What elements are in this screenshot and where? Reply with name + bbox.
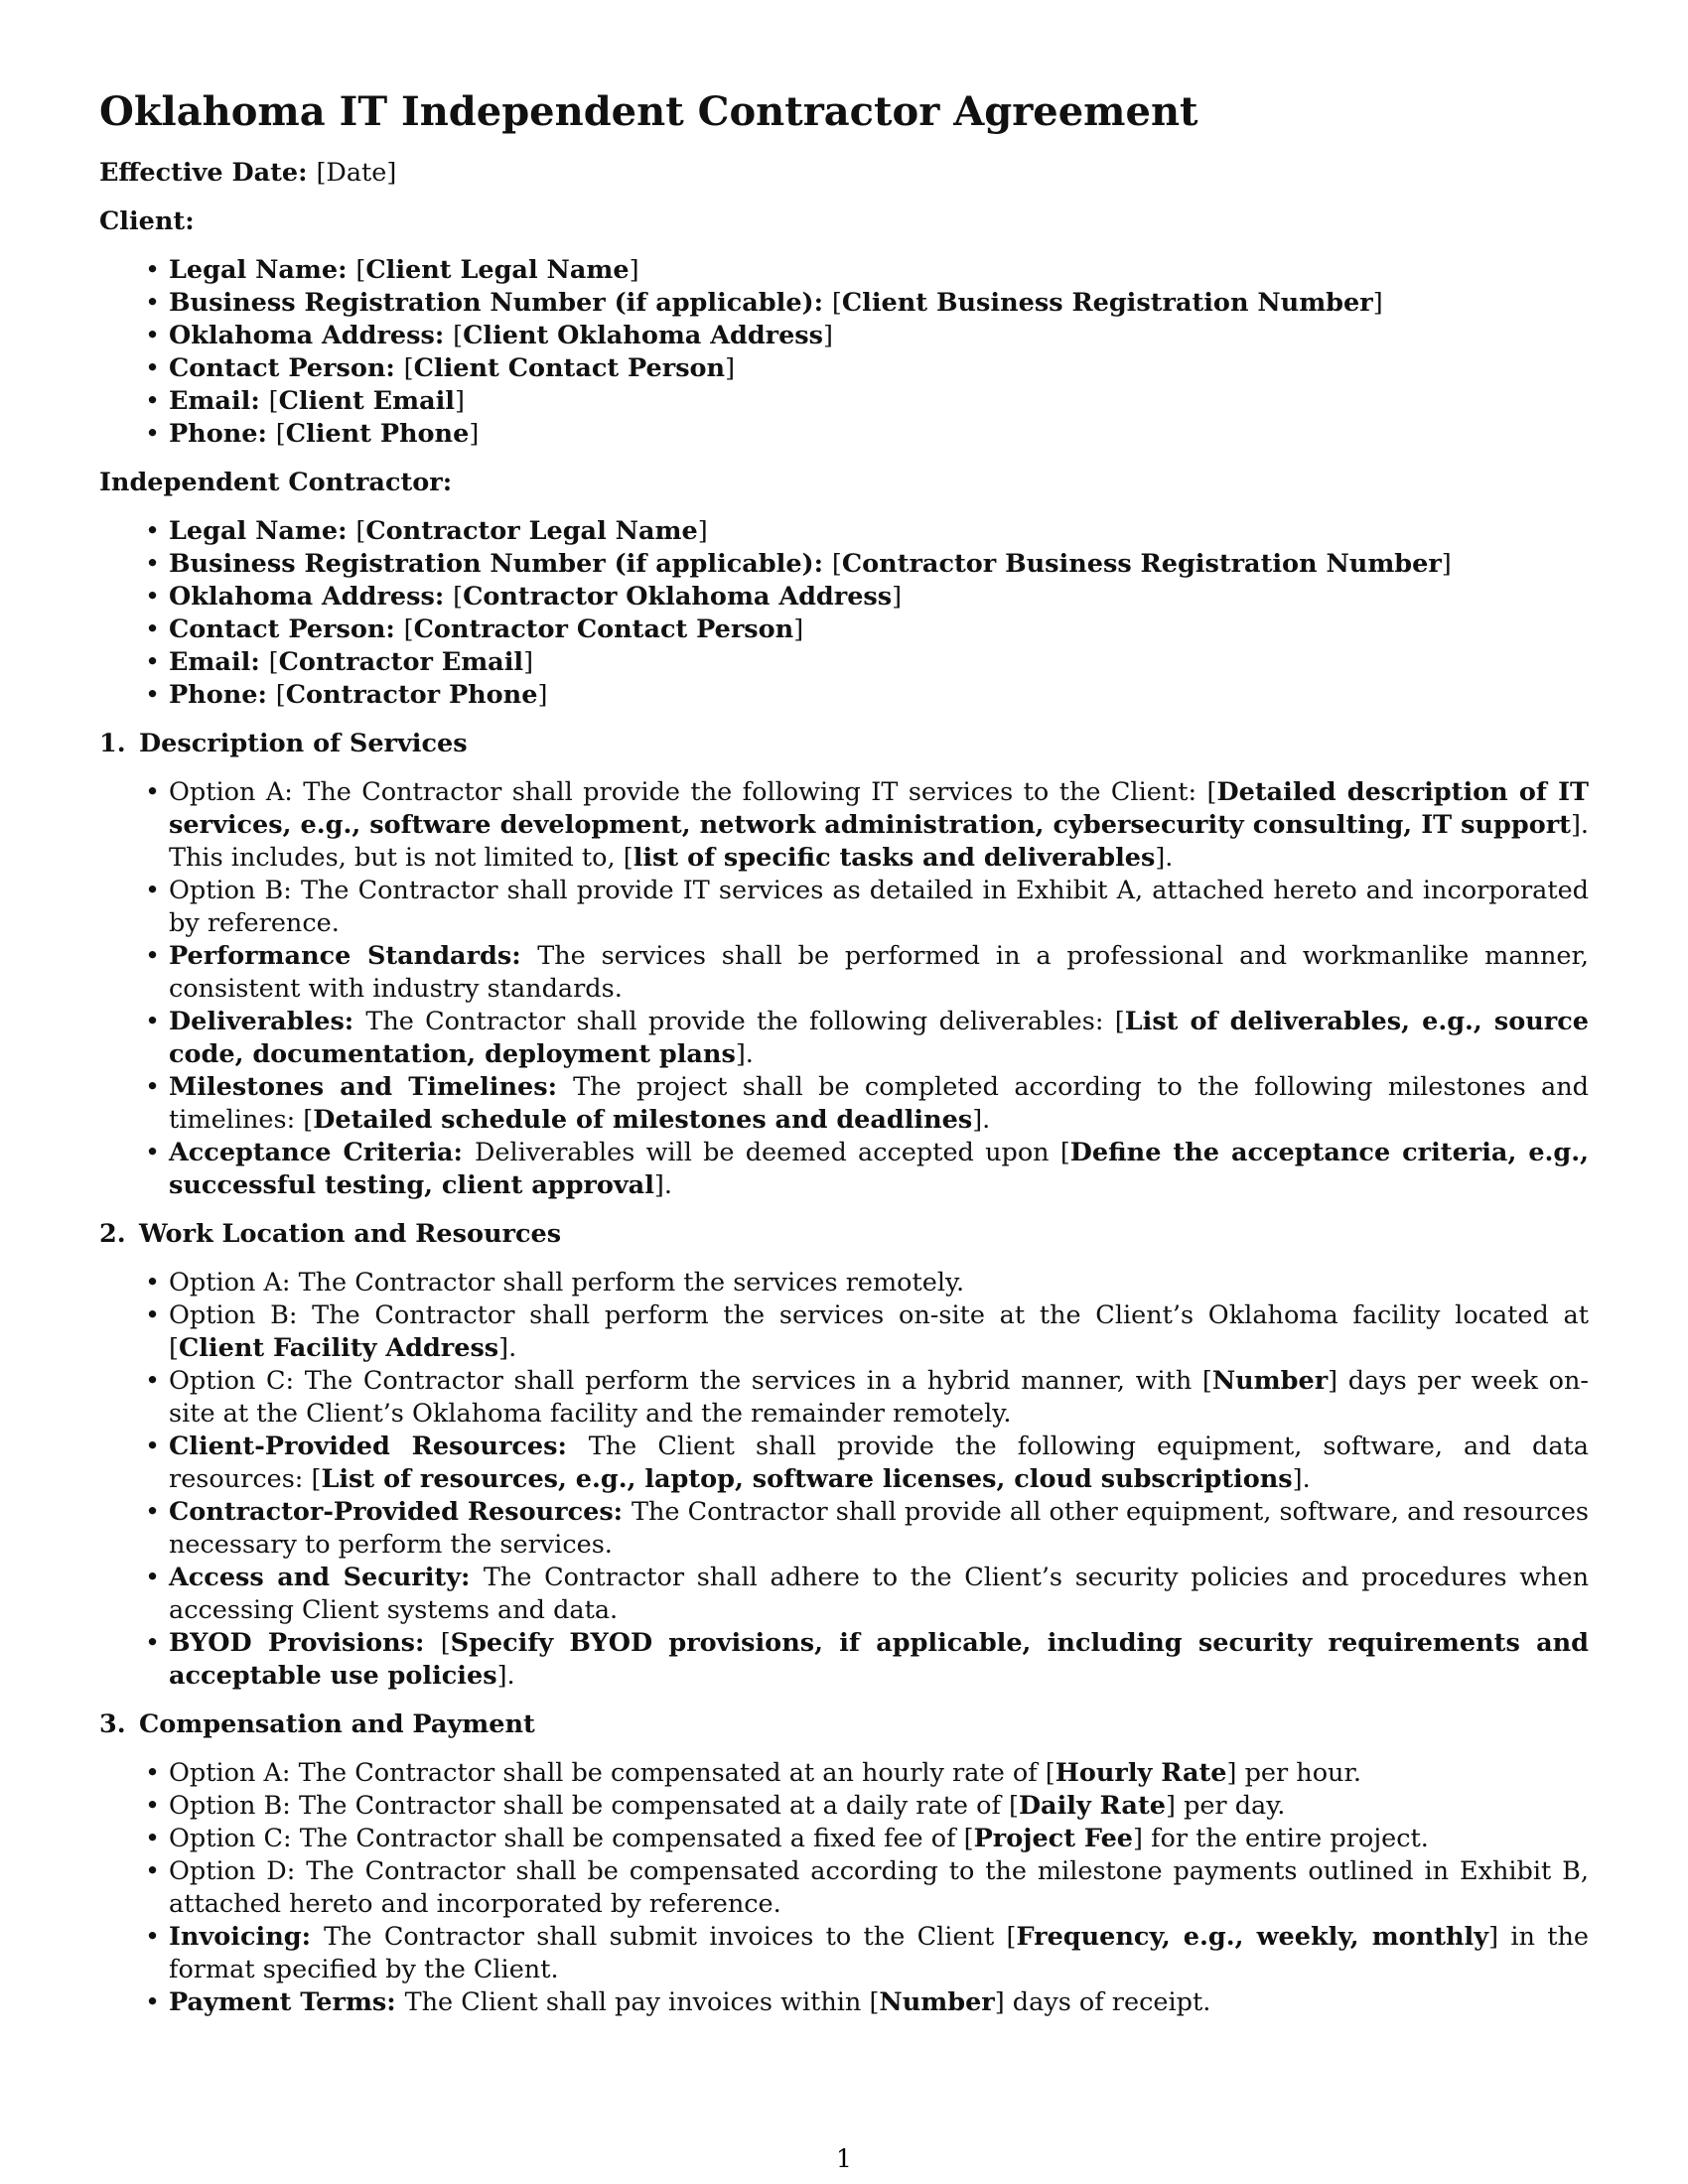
section-title: Compensation and Payment — [139, 1709, 535, 1739]
bold-text: Client Oklahoma Address — [463, 321, 824, 350]
bold-text: Business Registration Number (if applicable): — [169, 288, 832, 318]
bold-text: Detailed description of IT services, e.g., software development, network administration, cybersecurity consulting, IT support — [169, 777, 1590, 840]
document-title: Oklahoma IT Independent Contractor Agreement — [99, 88, 1198, 135]
bold-text: Payment Terms: — [169, 1987, 405, 2017]
compensation-list — [99, 1757, 1589, 2019]
bold-text: Daily Rate — [1018, 1791, 1166, 1821]
bold-text: Legal Name: — [169, 255, 356, 285]
text-run: The services shall be performed in a professional and workmanlike manner, consistent with industry standards. — [169, 941, 1589, 1004]
section-heading — [99, 1708, 1589, 1741]
text-run: Option B: The Contractor shall provide IT services as detailed in Exhibit A, attached hereto and incorporated by reference. — [169, 876, 1589, 938]
text-run: [ — [355, 255, 366, 285]
work-location-item — [169, 1431, 1589, 1496]
work-location-item — [169, 1627, 1589, 1693]
bold-text: Client-Provided Resources: — [169, 1432, 589, 1461]
text-run: ]. This includes, but is not limited to, [ — [169, 810, 1589, 873]
text-run: ] for the entire project. — [1133, 1824, 1429, 1853]
text-run: ]. — [1155, 843, 1174, 873]
text-run: ] — [1441, 549, 1452, 579]
bold-text: Specify BYOD provisions, if applicable, including security requirements and acceptable use policies — [169, 1628, 1589, 1691]
section-number: 1. — [99, 729, 126, 758]
bold-text: Access and Security: — [169, 1563, 484, 1592]
client-detail-item — [169, 352, 1589, 385]
bold-text: Oklahoma Address: — [169, 582, 454, 612]
bold-text: Contractor Legal Name — [365, 516, 698, 546]
document-page — [99, 87, 1589, 2035]
section-heading — [99, 728, 1589, 760]
text-run: Option B: The Contractor shall be compensated at a daily rate of [ — [169, 1791, 1019, 1821]
text-run: ]. — [735, 1039, 754, 1069]
text-run: [ — [453, 582, 464, 612]
compensation-item — [169, 1823, 1589, 1855]
bold-text: Email: — [169, 647, 269, 677]
services-list — [99, 776, 1589, 1202]
text-run: Deliverables will be deemed accepted upon [ — [474, 1138, 1070, 1167]
text-run: [ — [403, 353, 414, 383]
text-run: The Contractor shall provide the following deliverables: [ — [365, 1007, 1125, 1036]
text-run: ] — [454, 386, 465, 416]
bold-text: Detailed schedule of milestones and deadlines — [313, 1105, 973, 1135]
section-number: 2. — [99, 1219, 126, 1249]
client-detail-item — [169, 320, 1589, 352]
text-run: ]. — [972, 1105, 991, 1135]
contractor-detail-item — [169, 515, 1589, 548]
text-run: Option A: The Contractor shall perform the services remotely. — [169, 1268, 965, 1297]
text-run: The Contractor shall adhere to the Client’s security policies and procedures when accessing Client systems and data. — [169, 1563, 1589, 1625]
contractor-detail-item — [169, 581, 1589, 614]
bold-text: Client Business Registration Number — [841, 288, 1373, 318]
text-run: ] — [537, 680, 548, 710]
text-run: ]. — [498, 1333, 517, 1363]
section-services — [99, 728, 1589, 1202]
bold-text: Client Email — [278, 386, 455, 416]
text-run: ] per day. — [1165, 1791, 1286, 1821]
text-run: ]. — [1292, 1464, 1311, 1494]
text-run: ] days of receipt. — [994, 1987, 1211, 2017]
text-run: Option C: The Contractor shall be compensated a fixed fee of [ — [169, 1824, 974, 1853]
text-run: [ — [268, 647, 279, 677]
text-run: The Contractor shall provide all other equipment, software, and resources necessary to perform the services. — [169, 1497, 1589, 1560]
bold-text: Invoicing: — [169, 1922, 325, 1952]
client-detail-item — [169, 385, 1589, 418]
effective-date — [99, 157, 1589, 190]
bold-text: Client Legal Name — [365, 255, 630, 285]
section-title: Description of Services — [139, 729, 468, 758]
bold-text: Project Fee — [973, 1824, 1134, 1853]
text-run: ] days per week on-site at the Client’s Oklahoma facility and the remainder remotely. — [169, 1366, 1589, 1429]
bold-text: List of deliverables, e.g., source code, documentation, deployment plans — [169, 1007, 1589, 1069]
client-detail-item — [169, 287, 1589, 320]
work-location-item — [169, 1562, 1589, 1627]
bold-text: Define the acceptance criteria, e.g., successful testing, client approval — [169, 1138, 1590, 1200]
text-run: ] — [1372, 288, 1383, 318]
bold-text: Contractor Contact Person — [413, 614, 794, 644]
bold-text: Number — [879, 1987, 995, 2017]
text-run: ] — [823, 321, 833, 350]
services-item — [169, 1006, 1589, 1071]
bold-text: Oklahoma Address: — [169, 321, 454, 350]
work-location-item — [169, 1365, 1589, 1431]
text-run: ] — [697, 516, 708, 546]
bold-text: Deliverables: — [169, 1007, 366, 1036]
text-run: [ — [440, 1628, 451, 1658]
text-run: ] — [793, 614, 804, 644]
bold-text: Frequency, e.g., weekly, monthly — [1016, 1922, 1489, 1952]
compensation-item — [169, 1790, 1589, 1823]
text-run: [ — [355, 516, 366, 546]
bold-text: Legal Name: — [169, 516, 356, 546]
text-run: The Contractor shall submit invoices to the Client [ — [324, 1922, 1017, 1952]
bold-text: Email: — [169, 386, 269, 416]
bold-text: Client Phone — [285, 419, 470, 449]
bold-text: Contractor Business Registration Number — [841, 549, 1442, 579]
contractor-detail-item — [169, 548, 1589, 581]
text-run: The Client shall pay invoices within [ — [404, 1987, 880, 2017]
text-run: ] — [469, 419, 480, 449]
text-run: Option A: The Contractor shall provide the following IT services to the Client: [ — [169, 777, 1217, 807]
bold-text: List of resources, e.g., laptop, software licenses, cloud subscriptions — [321, 1464, 1293, 1494]
text-run: [ — [275, 680, 286, 710]
contractor-detail-item — [169, 679, 1589, 712]
text-run: [ — [831, 549, 842, 579]
section-heading — [99, 1218, 1589, 1251]
text-run: Option B: The Contractor shall perform the services on-site at the Client’s Oklahoma facility located at [ — [169, 1300, 1589, 1363]
text-run: ]. — [653, 1170, 672, 1200]
compensation-item — [169, 1757, 1589, 1790]
text-run: ] — [523, 647, 534, 677]
bold-text: Contact Person: — [169, 353, 404, 383]
contractor-details-list — [99, 515, 1589, 712]
bold-text: Contractor Oklahoma Address — [463, 582, 893, 612]
text-run: [ — [831, 288, 842, 318]
text-run: ] — [629, 255, 639, 285]
bold-text: Contractor Email — [278, 647, 524, 677]
bold-text: Hourly Rate — [1055, 1758, 1227, 1788]
text-run: ] — [725, 353, 736, 383]
work-location-item — [169, 1496, 1589, 1562]
bold-text: Client Contact Person — [413, 353, 726, 383]
work-location-item — [169, 1267, 1589, 1299]
client-heading: Client: — [99, 206, 195, 236]
bold-text: Phone: — [169, 680, 276, 710]
bold-text: Contact Person: — [169, 614, 404, 644]
bold-text: Acceptance Criteria: — [169, 1138, 475, 1167]
bold-text: list of specific tasks and deliverables — [633, 843, 1156, 873]
text-run: [ — [268, 386, 279, 416]
bold-text: Number — [1211, 1366, 1329, 1396]
services-item — [169, 776, 1589, 875]
text-run: [ — [403, 614, 414, 644]
text-run: Option C: The Contractor shall perform the services in a hybrid manner, with [ — [169, 1366, 1212, 1396]
bold-text: Milestones and Timelines: — [169, 1072, 574, 1102]
bold-text: Client Facility Address — [178, 1333, 499, 1363]
services-item — [169, 940, 1589, 1006]
text-run: [ — [275, 419, 286, 449]
page-number: 1 — [836, 2144, 852, 2173]
bold-text: Contractor Phone — [285, 680, 538, 710]
text-run: The project shall be completed according to the following milestones and timelines: [ — [169, 1072, 1589, 1135]
section-compensation — [99, 1708, 1589, 2019]
client-detail-item — [169, 418, 1589, 451]
bold-text: Business Registration Number (if applicable): — [169, 549, 832, 579]
services-item — [169, 1137, 1589, 1202]
client-detail-item — [169, 254, 1589, 287]
section-title: Work Location and Resources — [139, 1219, 562, 1249]
text-run: ]. — [496, 1661, 515, 1691]
section-work-location — [99, 1218, 1589, 1693]
text-run: The Client shall provide the following equipment, software, and data resources: [ — [169, 1432, 1589, 1494]
bold-text: Phone: — [169, 419, 276, 449]
contractor-heading: Independent Contractor: — [99, 468, 453, 497]
section-number: 3. — [99, 1709, 126, 1739]
services-item — [169, 1071, 1589, 1137]
bold-text: Performance Standards: — [169, 941, 538, 971]
text-run: Option D: The Contractor shall be compensated according to the milestone payments outlined in Exhibit B, attached hereto and incorporated by reference. — [169, 1856, 1589, 1919]
compensation-item — [169, 1986, 1589, 2019]
compensation-item — [169, 1921, 1589, 1986]
bold-text: Effective Date: — [99, 158, 317, 188]
client-details-list — [99, 254, 1589, 451]
work-location-list — [99, 1267, 1589, 1693]
text-run: [Date] — [316, 158, 397, 188]
services-item — [169, 875, 1589, 940]
bold-text: BYOD Provisions: — [169, 1628, 441, 1658]
text-run: ] — [892, 582, 903, 612]
text-run: [ — [453, 321, 464, 350]
text-run: ] per hour. — [1226, 1758, 1361, 1788]
bold-text: Contractor-Provided Resources: — [169, 1497, 632, 1527]
contractor-detail-item — [169, 646, 1589, 679]
work-location-item — [169, 1299, 1589, 1365]
text-run: Option A: The Contractor shall be compensated at an hourly rate of [ — [169, 1758, 1055, 1788]
text-run: ] in the format specified by the Client. — [169, 1922, 1589, 1984]
compensation-item — [169, 1855, 1589, 1921]
contractor-detail-item — [169, 614, 1589, 646]
